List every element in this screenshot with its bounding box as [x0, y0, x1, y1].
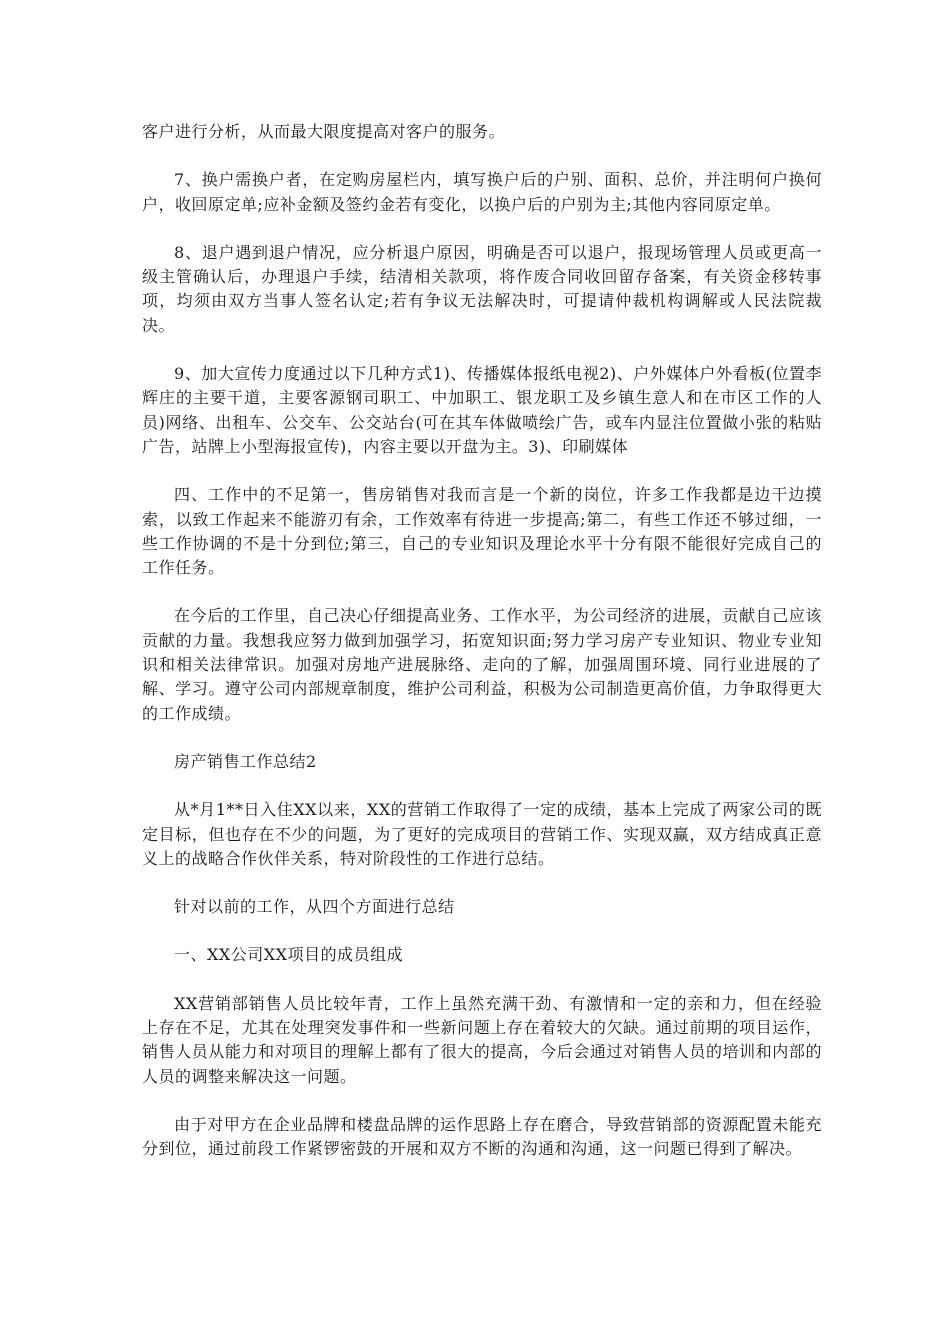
- paragraph-9: 针对以前的工作，从四个方面进行总结: [174, 897, 455, 917]
- paragraph-2: 7、换户需换户者，在定购房屋栏内，填写换户后的户别、面积、总价，并注明何户换何户，收回原定单;应补金额及签约金若有变化，以换户后的户别为主;其他内容同原定单。: [142, 170, 822, 214]
- paragraph-1: 客户进行分析，从而最大限度提高对客户的服务。: [142, 122, 506, 141]
- subsection-heading: 一、XX公司XX项目的成员组成: [174, 945, 404, 965]
- section-heading: 房产销售工作总结2: [174, 751, 317, 771]
- paragraph-6: 在今后的工作里，自己决心仔细提高业务、工作水平，为公司经济的进展，贡献自己应该贡献的力量。我想我应努力做到加强学习，拓宽知识面;努力学习房产专业知识、物业专业知识和相关法律常识。加强对房地产进展脉络、走向的了解，加强周围环境、同行业进展的了解、学习。遵守公司内部规章制度，维护公司利益，积极为公司制造更高价值，力争取得更大的工作成绩。: [142, 606, 822, 723]
- document-body: [142, 120, 822, 1186]
- paragraph-12: 由于对甲方在企业品牌和楼盘品牌的运作思路上存在磨合，导致营销部的资源配置未能充分到位，通过前段工作紧锣密鼓的开展和双方不断的沟通和沟通，这一问题已得到了解决。: [142, 1114, 822, 1159]
- paragraph-3: 8、退户遇到退户情况，应分析退户原因，明确是否可以退户，报现场管理人员或更高一级主管确认后，办理退户手续，结清相关款项，将作废合同收回留存备案，有关资金移转事项，均须由双方当事人签名认定;若有争议无法解决时，可提请仲裁机构调解或人民法院裁决。: [142, 242, 822, 335]
- paragraph-8: 从*月1**日入住XX以来，XX的营销工作取得了一定的成绩，基本上完成了两家公司的既定目标，但也存在不少的问题，为了更好的完成项目的营销工作、实现双赢，双方结成真正意义上的战略合作伙伴关系，特对阶段性的工作进行总结。: [142, 800, 822, 868]
- paragraph-5: 四、工作中的不足第一，售房销售对我而言是一个新的岗位，许多工作我都是边干边摸索，以致工作起来不能游刃有余，工作效率有待进一步提高;第二，有些工作还不够过细，一些工作协调的不是十分到位;第三，自己的专业知识及理论水平十分有限不能很好完成自己的工作任务。: [142, 485, 822, 578]
- paragraph-11: XX营销部销售人员比较年青，工作上虽然充满干劲、有激情和一定的亲和力，但在经验上存在不足，尤其在处理突发事件和一些新问题上存在着较大的欠缺。通过前期的项目运作，销售人员从能力和对项目的理解上都有了很大的提高，今后会通过对销售人员的培训和内部的人员的调整来解决这一问题。: [142, 993, 822, 1086]
- paragraph-4: 9、加大宣传力度通过以下几种方式1)、传播媒体报纸电视2)、户外媒体户外看板(位置李辉庄的主要干道，主要客源钢司职工、中加职工、银龙职工及乡镇生意人和在市区工作的人员)网络、出租车、公交车、公交站台(可在其车体做喷绘广告，或车内显注位置做小张的粘贴广告，站牌上小型海报宣传)，内容主要以开盘为主。3)、印刷媒体: [142, 364, 822, 456]
